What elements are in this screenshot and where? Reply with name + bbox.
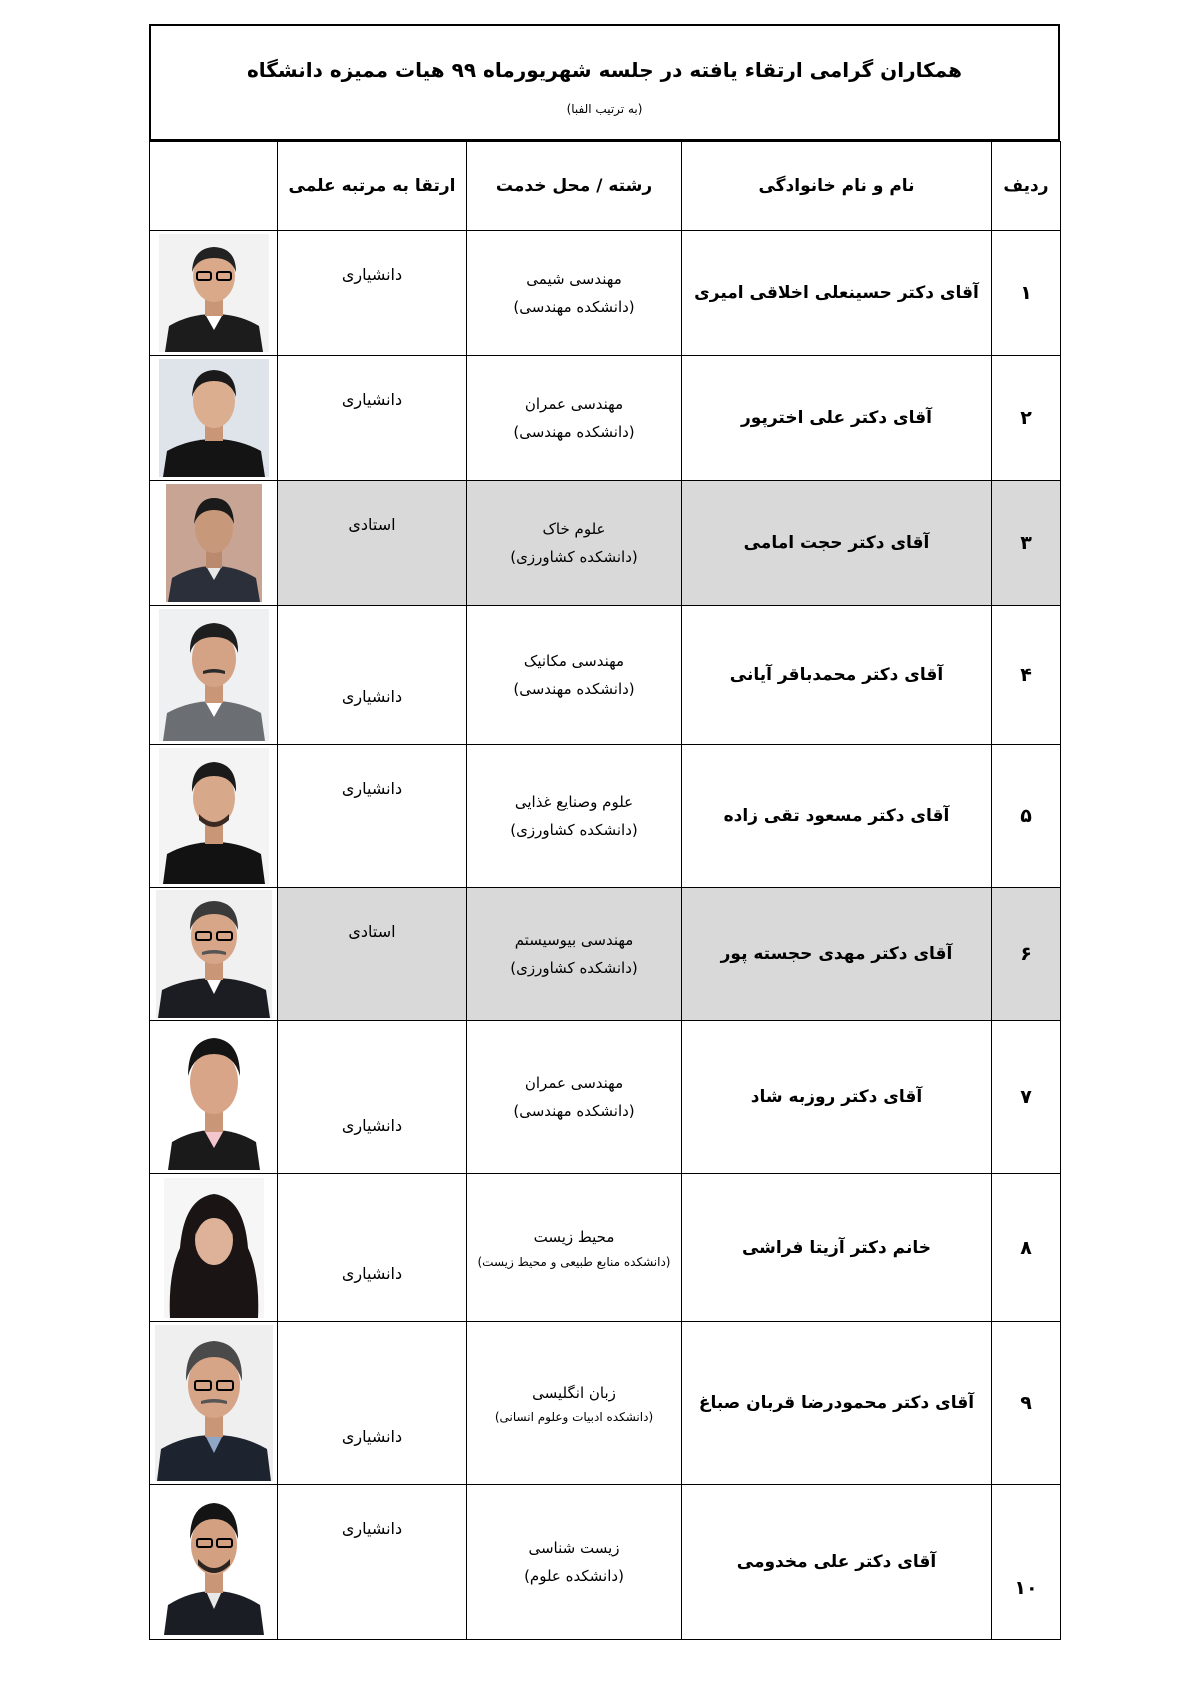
field-name: مهندسی عمران — [524, 394, 624, 413]
table-row — [150, 1485, 1061, 1640]
field-name: مهندسی بیوسیستم — [514, 930, 634, 949]
row-number: ۴ — [992, 606, 1061, 745]
person-name: آقای دکتر علی اخترپور — [682, 356, 992, 481]
table-row — [150, 1322, 1061, 1485]
header-name: نام و نام خانوادگی — [682, 142, 992, 231]
field-cell — [467, 1174, 682, 1322]
portrait-photo — [166, 484, 262, 602]
person-name: آقای دکتر مهدی حجسته پور — [682, 888, 992, 1021]
field-cell — [467, 888, 682, 1021]
department-name: (دانشکده مهندسی) — [513, 1102, 635, 1120]
field-cell — [467, 231, 682, 356]
department-name: (دانشکده کشاورزی) — [510, 959, 638, 977]
academic-rank: دانشیاری — [278, 356, 467, 481]
person-name: آقای دکتر مسعود تقی زاده — [682, 745, 992, 888]
photo-cell — [150, 745, 278, 888]
academic-rank: دانشیاری — [278, 745, 467, 888]
portrait-photo — [159, 609, 269, 741]
field-cell — [467, 356, 682, 481]
photo-cell — [150, 481, 278, 606]
row-number: ۹ — [992, 1322, 1061, 1485]
row-number: ۱۰ — [992, 1485, 1061, 1640]
field-cell — [467, 606, 682, 745]
department-name: (دانشکده مهندسی) — [513, 680, 635, 698]
table-row — [150, 231, 1061, 356]
portrait-photo — [160, 1489, 268, 1635]
photo-cell — [150, 356, 278, 481]
academic-rank: دانشیاری — [278, 1021, 467, 1174]
person-name: خانم دکتر آزیتا فراشی — [682, 1174, 992, 1322]
field-name: علوم وصنایع غذایی — [514, 792, 634, 811]
department-name: (دانشکده مهندسی) — [513, 423, 635, 441]
department-name: (دانشکده کشاورزی) — [510, 548, 638, 566]
row-number: ۲ — [992, 356, 1061, 481]
table-header-row — [150, 142, 1061, 231]
photo-cell — [150, 1021, 278, 1174]
department-name: (دانشکده منابع طبیعی و محیط زیست) — [477, 1254, 671, 1269]
document-sheet — [149, 24, 1060, 1640]
academic-rank: استادی — [278, 481, 467, 606]
field-cell — [467, 1322, 682, 1485]
person-name: آقای دکتر حسینعلی اخلاقی امیری — [682, 231, 992, 356]
field-cell — [467, 1485, 682, 1640]
photo-cell — [150, 1322, 278, 1485]
photo-cell — [150, 888, 278, 1021]
academic-rank: دانشیاری — [278, 231, 467, 356]
field-name: مهندسی عمران — [524, 1073, 624, 1092]
table-row — [150, 745, 1061, 888]
table-row — [150, 1021, 1061, 1174]
academic-rank: دانشیاری — [278, 1322, 467, 1485]
table-row — [150, 606, 1061, 745]
person-name: آقای دکتر علی مخدومی — [682, 1485, 992, 1640]
document-header — [149, 24, 1060, 141]
person-name: آقای دکتر محمدباقر آیانی — [682, 606, 992, 745]
table-row — [150, 356, 1061, 481]
table-row — [150, 1174, 1061, 1322]
portrait-photo — [164, 1024, 264, 1170]
row-number: ۸ — [992, 1174, 1061, 1322]
field-name: علوم خاک — [542, 519, 606, 538]
photo-cell — [150, 1485, 278, 1640]
field-cell — [467, 481, 682, 606]
row-number: ۷ — [992, 1021, 1061, 1174]
academic-rank: دانشیاری — [278, 1174, 467, 1322]
portrait-photo — [164, 1178, 264, 1318]
portrait-photo — [159, 359, 269, 477]
page-subtitle: (به ترتیب الفبا) — [566, 102, 643, 116]
field-name: مهندسی شیمی — [526, 269, 622, 288]
academic-rank: استادی — [278, 888, 467, 1021]
portrait-photo — [159, 234, 269, 352]
field-name: زیست شناسی — [528, 1538, 620, 1557]
photo-cell — [150, 1174, 278, 1322]
department-name: (دانشکده مهندسی) — [513, 298, 635, 316]
row-number: ۵ — [992, 745, 1061, 888]
portrait-photo — [155, 1325, 273, 1481]
field-cell — [467, 745, 682, 888]
portrait-photo — [156, 890, 272, 1018]
header-photo — [150, 142, 278, 231]
field-name: محیط زیست — [533, 1228, 615, 1247]
header-field: رشته / محل خدمت — [467, 142, 682, 231]
field-name: زبان انگلیسی — [532, 1383, 616, 1402]
person-name: آقای دکتر محمودرضا قربان صباغ — [682, 1322, 992, 1485]
department-name: (دانشکده کشاورزی) — [510, 821, 638, 839]
promotions-table — [149, 141, 1061, 1640]
row-number: ۳ — [992, 481, 1061, 606]
photo-cell — [150, 231, 278, 356]
header-row-number: ردیف — [992, 142, 1061, 231]
table-row — [150, 481, 1061, 606]
field-name: مهندسی مکانیک — [523, 651, 625, 670]
row-number: ۶ — [992, 888, 1061, 1021]
row-number: ۱ — [992, 231, 1061, 356]
field-cell — [467, 1021, 682, 1174]
portrait-photo — [159, 748, 269, 884]
table-row — [150, 888, 1061, 1021]
page-title: همکاران گرامی ارتقاء یافته در جلسه شهریورماه ۹۹ هیات ممیزه دانشگاه — [246, 58, 963, 82]
department-name: (دانشکده علوم) — [524, 1567, 624, 1585]
person-name: آقای دکتر روزبه شاد — [682, 1021, 992, 1174]
person-name: آقای دکتر حجت امامی — [682, 481, 992, 606]
department-name: (دانشکده ادبیات وعلوم انسانی) — [494, 1410, 654, 1425]
academic-rank: دانشیاری — [278, 606, 467, 745]
photo-cell — [150, 606, 278, 745]
academic-rank: دانشیاری — [278, 1485, 467, 1640]
header-rank: ارتقا به مرتبه علمی — [278, 142, 467, 231]
